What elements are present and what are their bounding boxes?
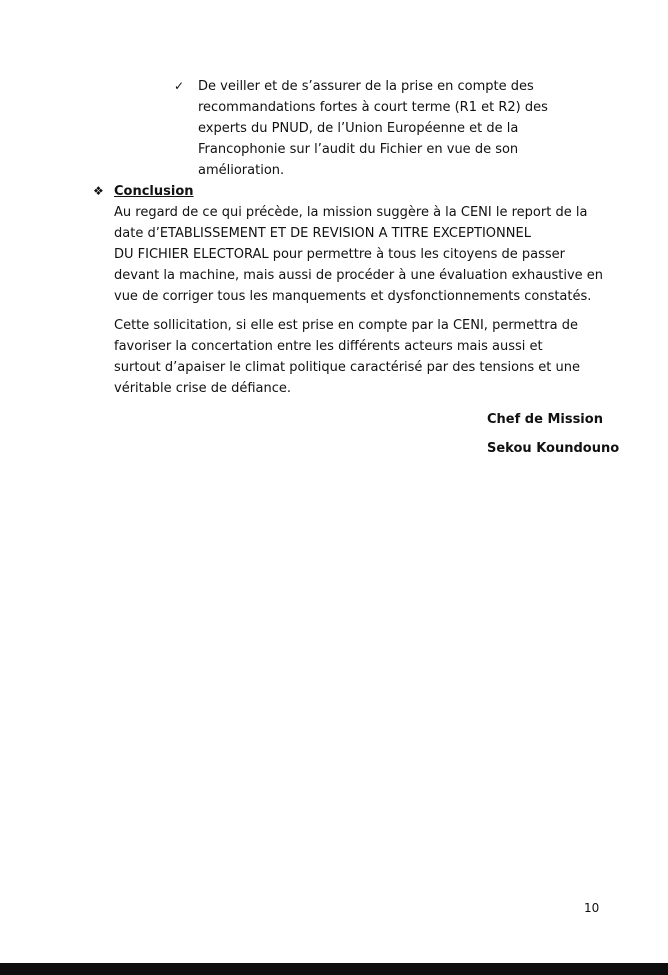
paragraph-line: DU FICHIER ELECTORAL pour permettre à tous les citoyens de passer — [114, 247, 566, 262]
checkmark-icon: ✓ — [174, 79, 185, 93]
screen-bottom-bar — [0, 963, 668, 975]
paragraph-line: vue de corriger tous les manquements et dysfonctionnements constatés. — [114, 289, 592, 304]
checklist-line: De veiller et de s’assurer de la prise en compte des — [198, 79, 534, 94]
conclusion-paragraph-1 — [114, 202, 614, 307]
signature-name: Sekou Koundouno — [487, 441, 620, 456]
paragraph-line: devant la machine, mais aussi de procéder à une évaluation exhaustive en — [114, 268, 604, 283]
checklist-item — [198, 76, 578, 181]
paragraph-line: Au regard de ce qui précède, la mission suggère à la CENI le report de la — [114, 205, 588, 220]
section-heading: Conclusion — [114, 184, 194, 199]
page-number: 10 — [584, 901, 600, 915]
signature-role: Chef de Mission — [487, 412, 603, 427]
checklist-line: Francophonie sur l’audit du Fichier en vue de son — [198, 142, 519, 157]
paragraph-line: surtout d’apaiser le climat politique caractérisé par des tensions et une — [114, 360, 580, 375]
paragraph-line: Cette sollicitation, si elle est prise en compte par la CENI, permettra de — [114, 318, 578, 333]
checklist-line: experts du PNUD, de l’Union Européenne et de la — [198, 121, 519, 136]
conclusion-paragraph-2 — [114, 315, 614, 399]
paragraph-line: véritable crise de défiance. — [114, 381, 292, 396]
paragraph-line: favoriser la concertation entre les différents acteurs mais aussi et — [114, 339, 543, 354]
diamond-bullet-icon: ❖ — [93, 184, 104, 198]
checklist-line: recommandations fortes à court terme (R1 et R2) des — [198, 100, 548, 115]
checklist-line: amélioration. — [198, 163, 285, 178]
paragraph-line: date d’ETABLISSEMENT ET DE REVISION A TITRE EXCEPTIONNEL — [114, 226, 531, 241]
